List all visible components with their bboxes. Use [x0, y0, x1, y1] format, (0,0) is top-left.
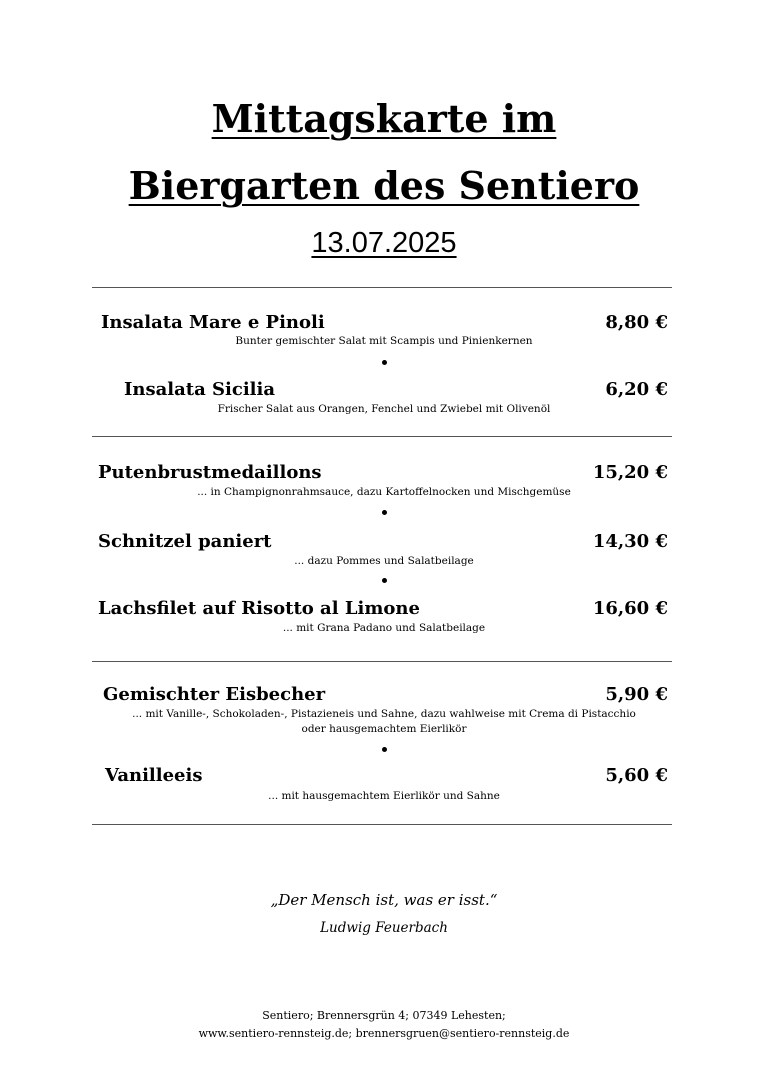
- menu-item-name: Lachsfilet auf Risotto al Limone: [98, 598, 420, 619]
- bullet-separator: [382, 747, 387, 752]
- page-title-line-1: Mittagskarte im: [211, 96, 557, 141]
- menu-item-name: Gemischter Eisbecher: [103, 684, 326, 705]
- menu-item-name: Putenbrustmedaillons: [98, 462, 322, 483]
- quote-text: „Der Mensch ist, was er isst.“: [270, 891, 498, 909]
- bullet-separator: [382, 360, 387, 365]
- menu-item-price: 15,20 €: [592, 462, 668, 483]
- menu-item-description: ... dazu Pommes und Salatbeilage: [294, 555, 474, 567]
- menu-date: 13.07.2025: [311, 227, 457, 259]
- footer-address: Sentiero; Brennersgrün 4; 07349 Lehesten;: [262, 1009, 506, 1022]
- bullet-separator: [382, 510, 387, 515]
- section-divider: [92, 287, 672, 288]
- menu-item-description: oder hausgemachtem Eierlikör: [301, 723, 467, 735]
- section-divider: [92, 824, 672, 825]
- menu-item-description: Bunter gemischter Salat mit Scampis und Pinienkernen: [235, 335, 533, 347]
- bullet-separator: [382, 578, 387, 583]
- menu-item-price: 5,90 €: [605, 684, 668, 705]
- menu-item-price: 8,80 €: [605, 312, 668, 333]
- menu-item-description: Frischer Salat aus Orangen, Fenchel und Zwiebel mit Olivenöl: [217, 403, 551, 415]
- menu-item-price: 6,20 €: [605, 379, 668, 400]
- menu-item-description: ... mit Grana Padano und Salatbeilage: [282, 622, 486, 634]
- page-title-line-2: Biergarten des Sentiero: [128, 163, 640, 208]
- menu-item-price: 5,60 €: [605, 765, 668, 786]
- menu-item-description: ... mit hausgemachtem Eierlikör und Sahne: [268, 790, 500, 802]
- menu-item-name: Insalata Mare e Pinoli: [101, 312, 325, 333]
- menu-item-price: 14,30 €: [592, 531, 668, 552]
- section-divider: [92, 436, 672, 437]
- quote-author: Ludwig Feuerbach: [320, 920, 448, 936]
- footer-contact: www.sentiero-rennsteig.de; brennersgruen@sentiero-rennsteig.de: [198, 1027, 570, 1040]
- menu-item-description: ... in Champignonrahmsauce, dazu Kartoffelnocken und Mischgemüse: [197, 486, 571, 498]
- menu-item-name: Insalata Sicilia: [124, 379, 276, 400]
- menu-item-price: 16,60 €: [592, 598, 668, 619]
- menu-item-name: Schnitzel paniert: [98, 531, 272, 552]
- menu-item-description: ... mit Vanille-, Schokoladen-, Pistazieneis und Sahne, dazu wahlweise mit Crema di Pistacchio: [132, 708, 636, 720]
- section-divider: [92, 661, 672, 662]
- menu-item-name: Vanilleeis: [105, 765, 203, 786]
